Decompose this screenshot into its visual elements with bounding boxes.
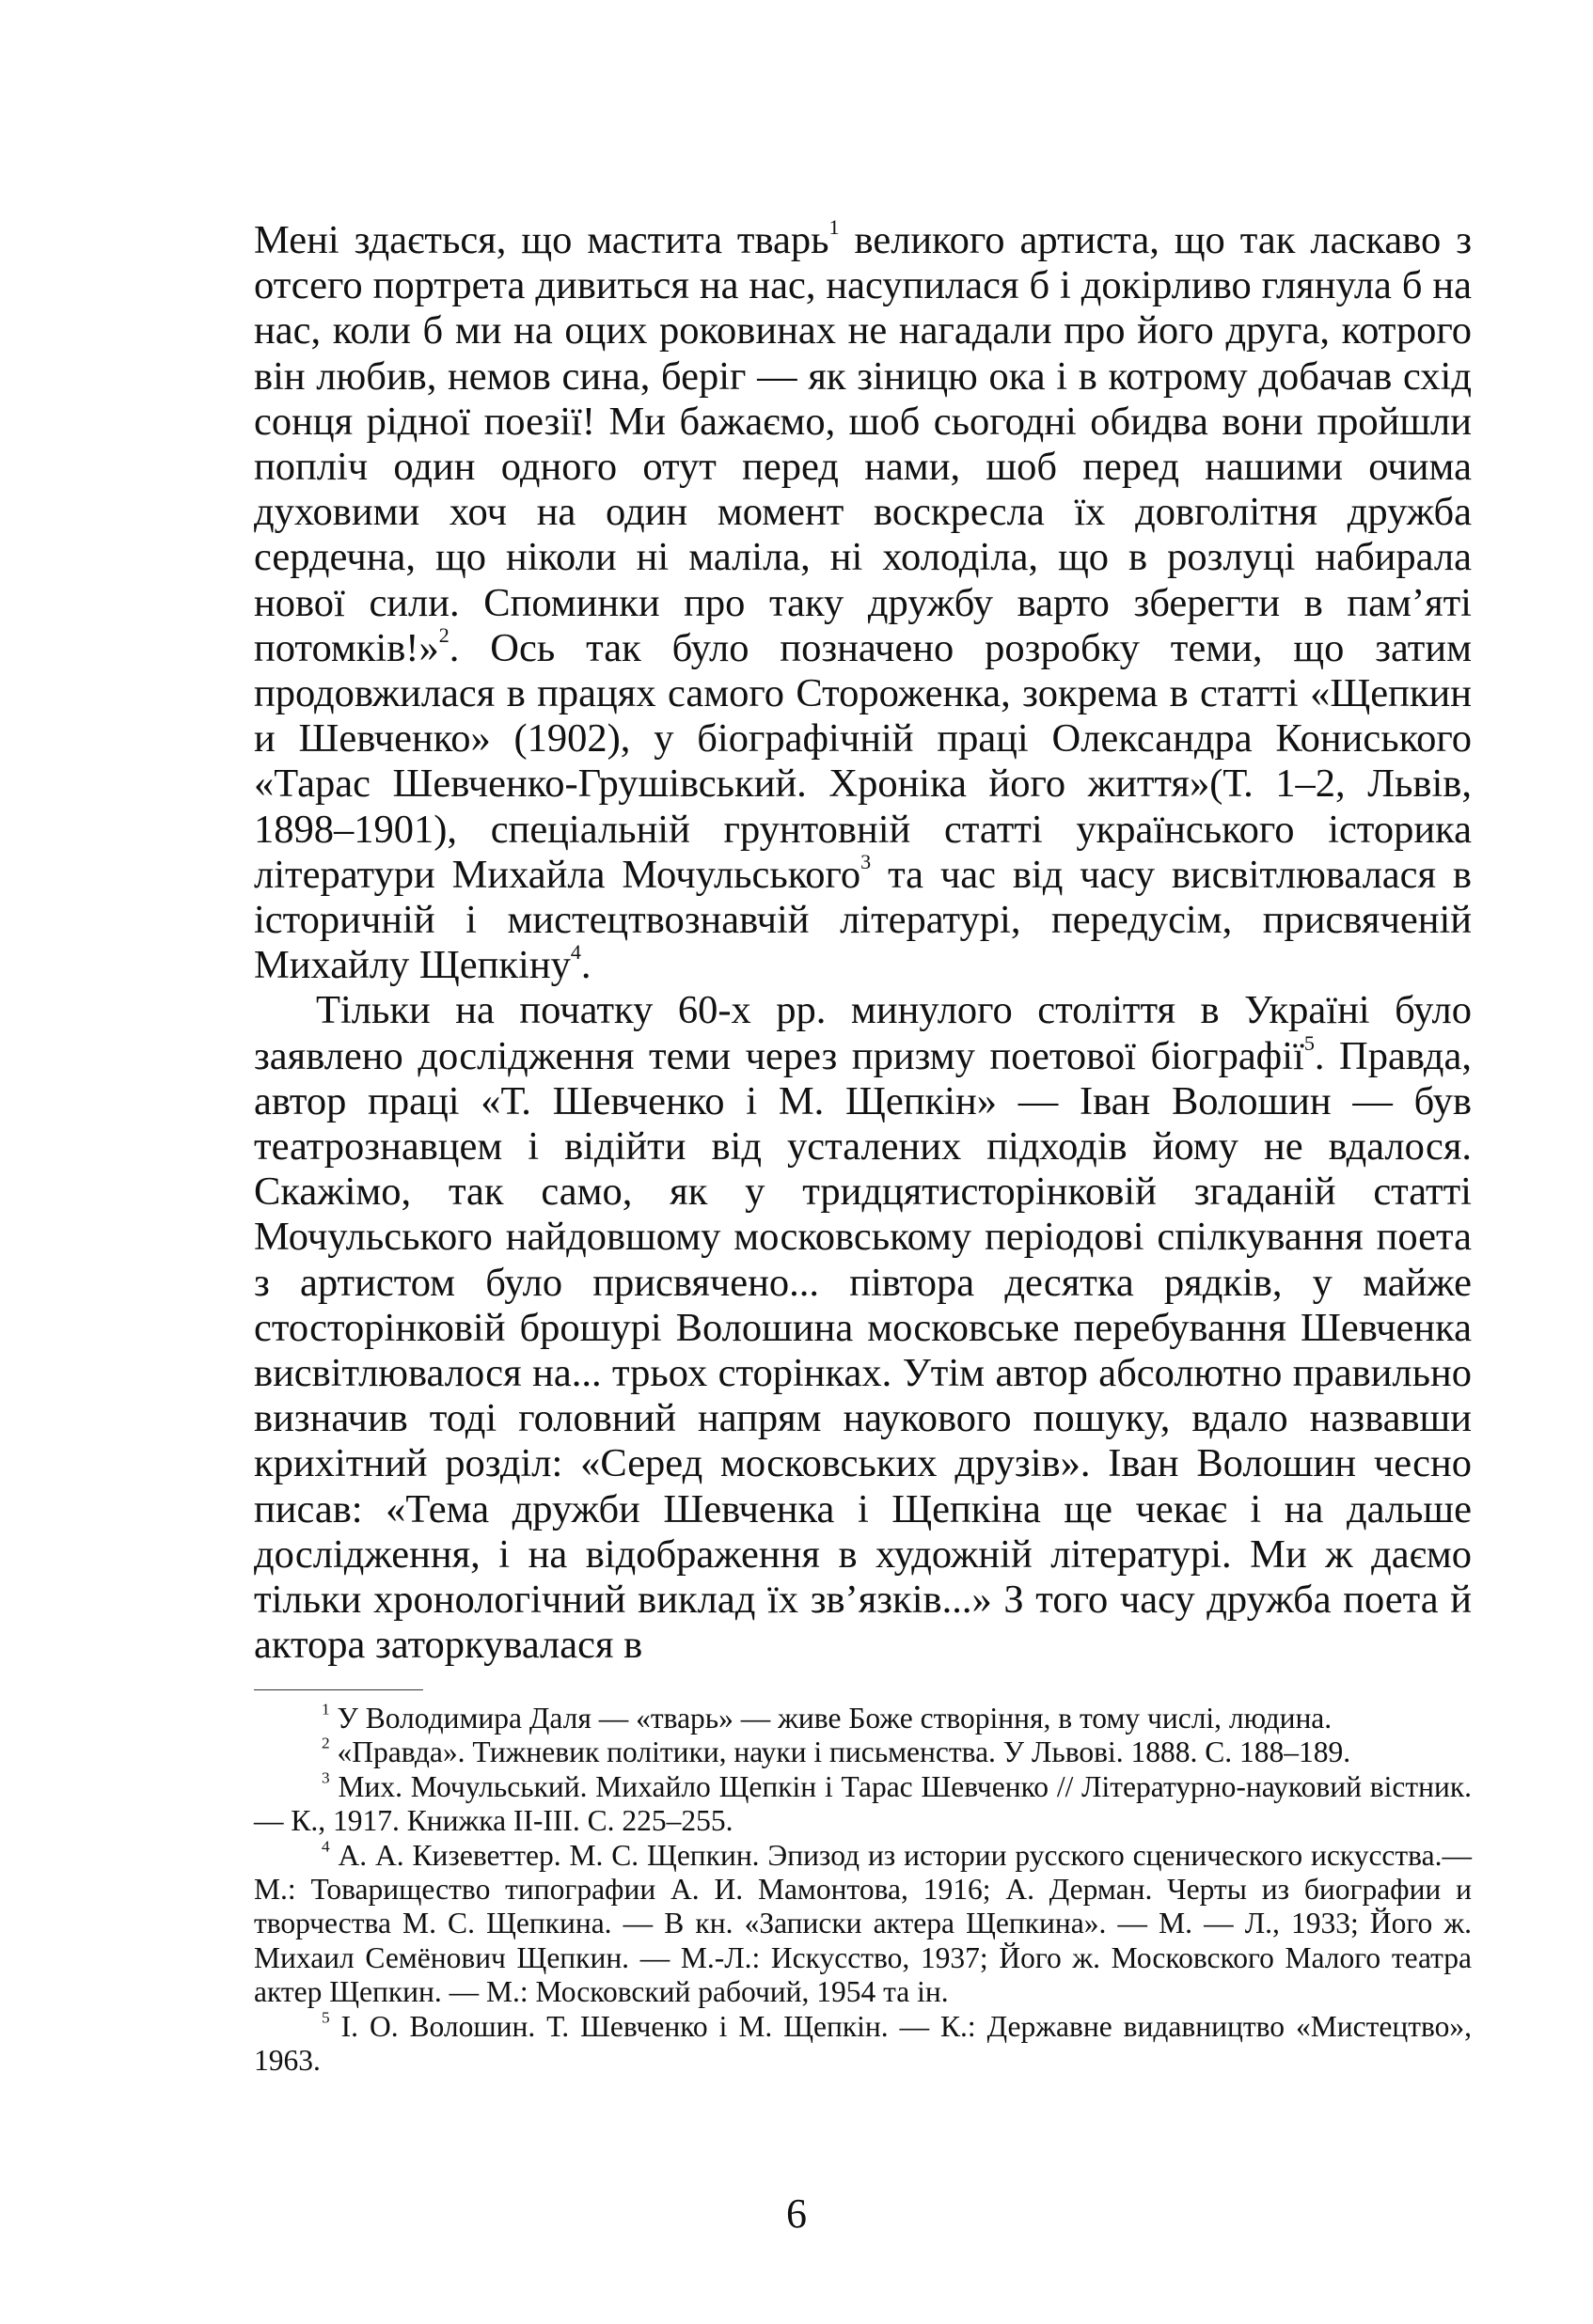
footnotes <box>254 1702 1472 2078</box>
paragraph-1-text-e: . <box>580 943 591 988</box>
footnote-divider <box>254 1689 423 1690</box>
footnote-mark: 1 <box>322 1700 330 1719</box>
paragraph-1-text-b: великого артиста, що так ласкаво з отсего портрета дивиться на нас, насупилася б і докірливо глянула б на нас, коли б ми на оцих роковинах не нагадали про його друга, котрого він любив, немов сина, беріг — як зіницю ока і в котрому добачав схід сонця рідної поезії! Ми бажаємо, шоб сьогодні обидва вони пройшли попліч один одного отут перед нами, шоб перед нашими очима духовими хоч на один момент воскресла їх довголітня дружба сердечна, що ніколи ні маліла, ні холоділа, що в розлуці набирала нової сили. Споминки про таку дружбу варто зберегти в пам’яті потомків!» <box>254 218 1472 670</box>
footnote-text: Мих. Мочульський. Михайло Щепкін і Тарас Шевченко // Літературно-науковий вістник. — К., 1917. Книжка II-III. С. 225–255. <box>254 1769 1472 1838</box>
footnote-ref-4: 4 <box>570 940 581 965</box>
footnote-1 <box>254 1702 1472 1735</box>
footnote-ref-2: 2 <box>438 622 450 647</box>
footnote-mark: 3 <box>322 1768 330 1787</box>
footnote-text: А. А. Кизеветтер. М. С. Щепкин. Эпизод из истории русского сценического искусства.— М.: Товарищество типографии А. И. Мамонтова, 1916; А. Дерман. Черты из биографии и творчества М. С. Щепкина. — В кн. «Записки актера Щепкина». — М. — Л., 1933; Його ж. Михаил Семёнович Щепкин. — М.-Л.: Искусство, 1937; Його ж. Московского Малого театра актер Щепкин. — М.: Московский рабочий, 1954 та ін. <box>254 1838 1472 2009</box>
paragraph-2-text-a: Тільки на початку 60-х рр. минулого століття в Україні було заявлено дослідження теми через призму поетової біографії <box>254 988 1472 1078</box>
main-text <box>254 215 1472 1669</box>
footnote-4 <box>254 1836 1472 2010</box>
footnote-text: І. О. Волошин. Т. Шевченко і М. Щепкін. — К.: Державне видавництво «Мистецтво», 1963. <box>254 2009 1472 2078</box>
footnote-3 <box>254 1770 1472 1839</box>
footnote-mark: 5 <box>322 2007 330 2026</box>
paragraph-2 <box>254 988 1472 1668</box>
footnote-text: У Володимира Даля — «тварь» — живе Боже створіння, в тому числі, людина. <box>329 1702 1333 1735</box>
paragraph-1-text-d: та час від часу висвітлювалася в історичній і мистецтвознавчій літературі, передусім, присвяченій Михайлу Щепкіну <box>254 852 1472 988</box>
page-number: 6 <box>786 2191 807 2237</box>
footnote-mark: 2 <box>322 1734 330 1752</box>
footnote-ref-1: 1 <box>828 215 840 240</box>
footnote-ref-5: 5 <box>1303 1030 1315 1055</box>
footnote-ref-3: 3 <box>860 849 872 873</box>
paragraph-1-text-a: Мені здається, що мастита тварь <box>254 218 829 262</box>
footnote-mark: 4 <box>322 1836 330 1855</box>
paragraph-2-text-b: . Правда, автор праці «Т. Шевченко і М. Щепкін» — Іван Волошин — був театрознавцем і відійти від усталених підходів йому не вдалося. Скажімо, так само, як у тридцятисторінковій згаданій статті Мочульського найдовшому московському періодові спілкування поета з артистом було присвячено... півтора десятка рядків, у майже стосторінковій брошурі Волошина московське перебування Шевченка висвітлювалося на... трьох сторінках. Утім автор абсолютно правильно визначив тоді головний напрям наукового пошуку, вдало назвавши крихітний розділ: «Серед московських друзів». Іван Волошин чесно писав: «Тема дружби Шевченка і Щепкіна ще чекає і на дальше дослідження, і на відображення в художній літературі. Ми ж даємо тільки хронологічний виклад їх зв’язків...» З того часу дружба поета й актора заторкувалася в <box>254 1033 1472 1668</box>
footnote-text: «Правда». Тижневик політики, науки і письменства. У Львові. 1888. С. 188–189. <box>329 1735 1351 1769</box>
footnote-2 <box>254 1735 1472 1769</box>
paragraph-1 <box>254 215 1472 988</box>
paragraph-1-text-c: . Ось так було позначено розробку теми, що затим продовжилася в працях самого Стороженка, зокрема в статті «Щепкин и Шевченко» (1902), у біографічній праці Олександра Кониського «Тарас Шевченко-Грушівський. Хроніка його життя»(Т. 1–2, Львів, 1898–1901), спеціальній грунтовній статті українського історика літератури Михайла Мочульського <box>254 625 1472 897</box>
footnote-5 <box>254 2007 1472 2079</box>
